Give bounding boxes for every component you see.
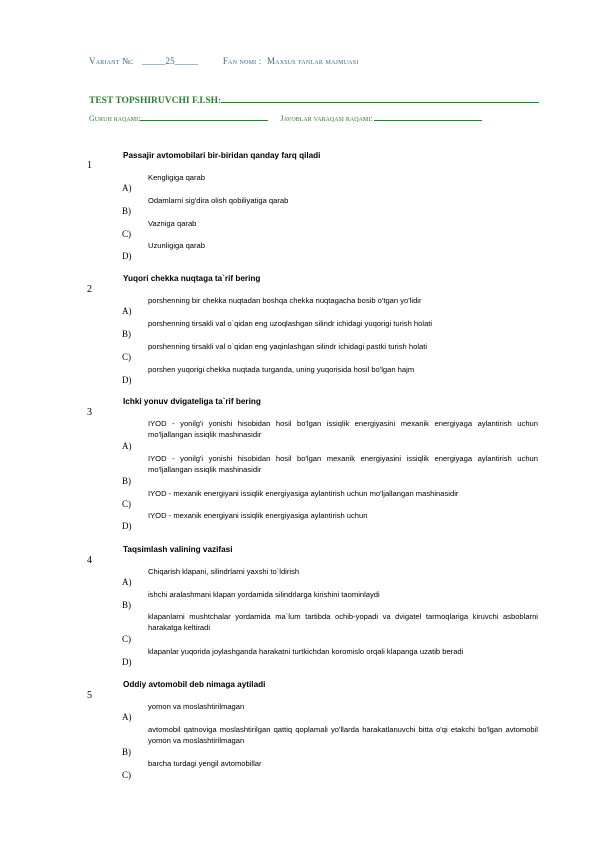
question-number: 3 [87, 407, 92, 418]
question-text: Oddiy avtomobil deb nimaga aytiladi [123, 680, 266, 689]
option-letter: A) [122, 577, 132, 587]
option-letter: D) [122, 521, 132, 531]
option-text[interactable]: IYOD - yonilg'i yonishi hisobidan hosil bo'lgan mexanik energiyasini issiqlik energiyaga aylantirish uchun mo'ljallangan issiqlik mashinasidir [148, 454, 538, 474]
option-letter: C) [122, 352, 131, 362]
option-letter: C) [122, 634, 131, 644]
variant-value: _____25_____ [141, 56, 199, 66]
option-letter: B) [122, 747, 131, 757]
option-text[interactable]: IYOD - yonilg'i yonishi hisobidan hosil bo'lgan issiqlik energiyasini mexanik energiyaga aylantirish uchun mo'ljallangan issiqlik mashinasidir [148, 419, 538, 439]
option-letter: D) [122, 375, 132, 385]
question-text: Yuqori chekka nuqtaga ta`rif bering [123, 274, 261, 283]
group-line [89, 111, 482, 123]
question-number: 2 [87, 284, 92, 295]
option-text[interactable]: IYOD - mexanik energiyani issiqlik energiyasiga aylantirish uchun [148, 511, 368, 520]
option-text[interactable]: yomon va moslashtirilmagan [148, 702, 245, 711]
option-letter: C) [122, 229, 131, 239]
option-text[interactable]: Uzunligiga qarab [148, 241, 205, 250]
option-text[interactable]: avtomobil qatnoviga moslashtirilgan qattiq qoplamali yo'llarda harakatlanuvchi bitta o'qi etakchi bo'lgan avtomobil yomon va moslashtirilmagan [148, 725, 538, 745]
option-text[interactable]: ishchi aralashmani klapan yordamida silindrlarga kirishini taominlaydi [148, 590, 380, 599]
option-letter: A) [122, 712, 132, 722]
question-number: 4 [87, 555, 92, 566]
question-text: Ichki yonuv dvigateliga ta`rif bering [123, 397, 261, 406]
option-letter: A) [122, 306, 132, 316]
option-letter: C) [122, 770, 131, 780]
answers-label: Javoblar varaqasi raqami: [280, 114, 373, 123]
option-letter: A) [122, 183, 132, 193]
student-name-field[interactable] [221, 93, 539, 103]
option-text[interactable]: porshenning bir chekka nuqtadan boshqa chekka nuqtagacha bosib o'tgan yo'lidir [148, 296, 422, 305]
option-letter: B) [122, 329, 131, 339]
option-letter: A) [122, 441, 132, 451]
option-text[interactable]: Odamlarni sig'dira olish qobiliyatiga qarab [148, 196, 289, 205]
option-letter: B) [122, 206, 131, 216]
option-text[interactable]: Kengligiga qarab [148, 173, 205, 182]
student-name-line [89, 93, 539, 106]
option-text[interactable]: klapanlar yuqorida joylashganda harakatni turtkichdan koromislo orqali klapanga uzatib beradi [148, 647, 464, 656]
option-letter: D) [122, 251, 132, 261]
variant-header [89, 56, 358, 66]
option-text[interactable]: IYOD - mexanik energiyani issiqlik energiyasiga aylantirish uchun mo'ljallangan mashinasidir [148, 489, 459, 498]
option-text[interactable]: barcha turdagi yengil avtomobillar [148, 759, 262, 768]
variant-label: Variant №: [89, 56, 134, 66]
option-letter: D) [122, 657, 132, 667]
option-text[interactable]: Vazniga qarab [148, 219, 197, 228]
subject-value: Maxsus fanlar majmuasi [266, 56, 359, 66]
question-number: 5 [87, 690, 92, 701]
group-number-field[interactable] [140, 111, 268, 121]
subject-label: Fan nomi : [222, 56, 262, 66]
option-letter: C) [122, 499, 131, 509]
option-letter: B) [122, 476, 131, 486]
option-letter: B) [122, 600, 131, 610]
option-text[interactable]: Chiqarish klapani, silindrlarni yaxshi to`ldirish [148, 567, 300, 576]
option-text[interactable]: klapanlarni mushtchalar yordamida ma`lum tartibda ochib-yopadi va dvigatel tarmoqlariga kiruvchi asboblarni harakatga keltiradi [148, 612, 538, 632]
group-label: Guruh raqami: [89, 114, 141, 123]
question-text: Taqsimlash valining vazifasi [123, 545, 233, 554]
question-number: 1 [87, 160, 92, 171]
student-label: TEST TOPSHIRUVCHI F.I.SH: [89, 96, 222, 106]
option-text[interactable]: porshen yuqorigi chekka nuqtada turganda, uning yuqorisida hosil bo'lgan hajm [148, 365, 415, 374]
question-text: Passajir avtomobilari bir-biridan qanday farq qiladi [123, 151, 321, 160]
option-text[interactable]: porshenning tirsakli val o`qidan eng uzoqlashgan silindr ichidagi yuqorigi turish holati [148, 319, 433, 328]
option-text[interactable]: porshenning tirsakli val o`qidan eng yaqinlashgan silindr ichidagi pastki turish holati [148, 342, 428, 351]
answer-sheet-number-field[interactable] [374, 111, 482, 121]
